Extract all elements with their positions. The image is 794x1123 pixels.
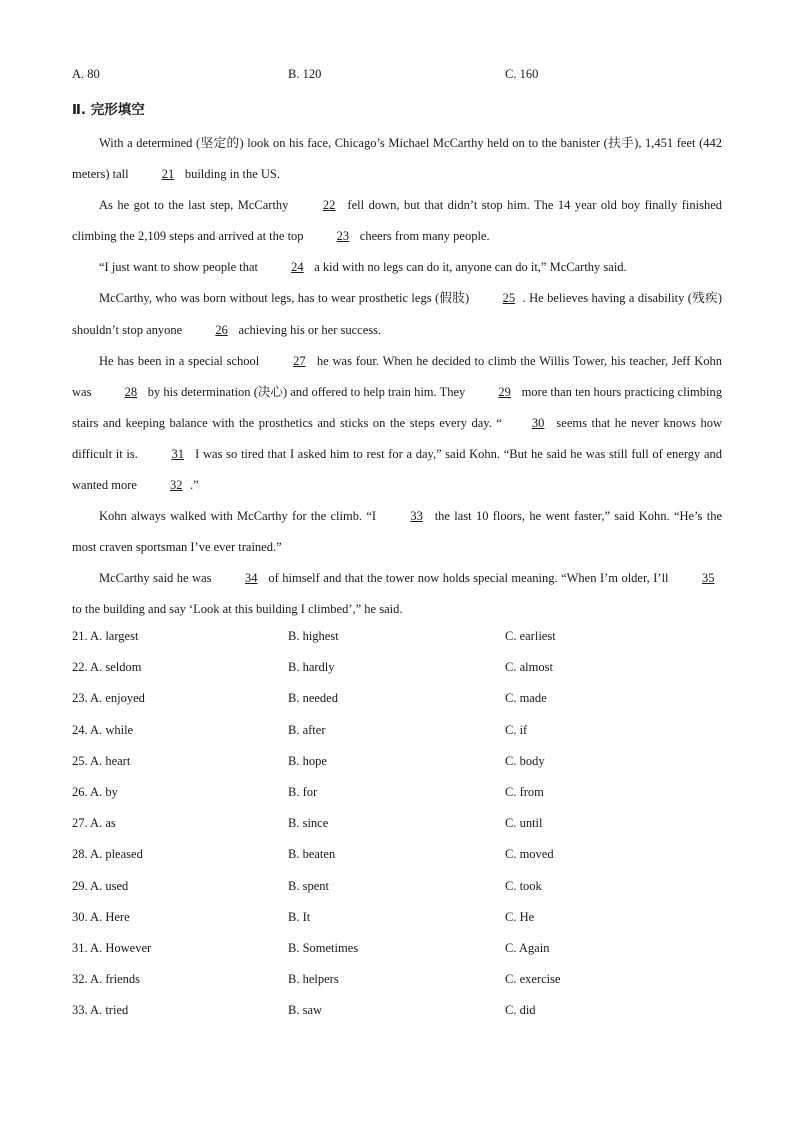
cloze-passage: [72, 128, 722, 626]
text: McCarthy, who was born without legs, has to wear prosthetic legs (假肢): [99, 291, 473, 306]
question-27: [72, 815, 732, 846]
text: by his determination (决心) and offered to help train him. They: [144, 384, 469, 399]
text: Kohn always walked with McCarthy for the climb. “I: [99, 509, 381, 524]
option-c: C. exercise: [505, 972, 561, 987]
text: fell down, but that didn’t stop him. The 14 year old boy finally finished climbing the 2,109 steps and arrived at the top: [72, 198, 722, 244]
question-21: [72, 628, 732, 659]
option-b: B. It: [288, 909, 311, 924]
previous-question-options: [72, 67, 732, 87]
option-b: B. 120: [288, 67, 322, 81]
option-c: C. moved: [505, 847, 554, 862]
blank-34: 34: [244, 571, 258, 586]
paragraph-2: [72, 190, 722, 252]
option-b: B. for: [288, 784, 318, 799]
question-list: [72, 628, 732, 1033]
option-a: 28. A. pleased: [72, 847, 143, 862]
blank-25: 25: [502, 291, 516, 306]
blank-24: 24: [291, 260, 304, 275]
option-b: B. saw: [288, 1003, 323, 1018]
option-a: 21. A. largest: [72, 629, 139, 643]
text: the last 10 floors, he went faster,” said Kohn. “He’s the most craven sportsman I’ve ever trained.”: [72, 509, 722, 555]
text: He has been in a special school: [99, 353, 264, 368]
option-b: B. Sometimes: [288, 940, 359, 955]
option-b: B. helpers: [288, 972, 339, 987]
option-a: 24. A. while: [72, 722, 134, 737]
option-c: C. made: [505, 691, 547, 706]
blank-21: 21: [161, 167, 175, 182]
option-a: 30. A. Here: [72, 909, 130, 924]
paragraph-4: [72, 283, 722, 345]
option-c: C. did: [505, 1003, 536, 1018]
option-a: 32. A. friends: [72, 972, 141, 987]
question-33: [72, 1002, 732, 1033]
option-a: 23. A. enjoyed: [72, 691, 145, 706]
option-b: B. after: [288, 722, 326, 737]
option-b: B. hardly: [288, 660, 335, 675]
text: “I just want to show people that: [99, 260, 262, 275]
question-22: [72, 659, 732, 690]
question-25: [72, 753, 732, 784]
paragraph-5: [72, 346, 722, 501]
blank-23: 23: [336, 229, 350, 244]
text: to the building and say ‘Look at this building I climbed’,” he said.: [72, 602, 403, 617]
blank-31: 31: [171, 446, 184, 461]
option-c: C. 160: [505, 67, 539, 81]
option-c: C. He: [505, 909, 535, 924]
question-30: [72, 909, 732, 940]
question-23: [72, 690, 732, 721]
option-b: B. beaten: [288, 847, 336, 862]
option-c: C. Again: [505, 940, 550, 955]
paragraph-7: [72, 563, 722, 625]
question-24: [72, 722, 732, 753]
text: of himself and that the tower now holds special meaning. “When I’m older, I’ll: [264, 571, 672, 586]
blank-28: 28: [124, 384, 138, 399]
question-28: [72, 846, 732, 877]
option-c: C. earliest: [505, 629, 556, 643]
question-26: [72, 784, 732, 815]
blank-32: 32: [170, 478, 183, 493]
text: cheers from many people.: [356, 229, 490, 244]
blank-35: 35: [701, 571, 715, 586]
option-a: 33. A. tried: [72, 1003, 129, 1018]
option-a: 29. A. used: [72, 878, 129, 893]
option-c: C. until: [505, 816, 543, 831]
section-title: Ⅱ. 完形填空: [72, 102, 145, 118]
text: building in the US.: [181, 167, 280, 182]
blank-29: 29: [498, 384, 511, 399]
question-31: [72, 940, 732, 971]
option-a: 31. A. However: [72, 940, 152, 955]
blank-22: 22: [322, 198, 336, 213]
question-29: [72, 878, 732, 909]
question-32: [72, 971, 732, 1002]
text: he was four. When he decided to climb the Willis Tower, his teacher, Jeff Kohn was: [72, 353, 722, 399]
text: As he got to the last step, McCarthy: [99, 198, 293, 213]
option-b: B. hope: [288, 753, 327, 768]
option-a: 22. A. seldom: [72, 660, 142, 675]
text: McCarthy said he was: [99, 571, 215, 586]
option-a: A. 80: [72, 67, 100, 81]
text: With a determined (坚定的) look on his face, Chicago’s Michael McCarthy held on to the banister (扶手), 1,451 feet (442 meters) tall: [72, 136, 722, 182]
text: . He believes having a disability (残疾) shouldn’t stop anyone: [72, 291, 722, 337]
blank-27: 27: [293, 353, 306, 368]
text: a kid with no legs can do it, anyone can do it,” McCarthy said.: [311, 260, 627, 275]
option-b: B. needed: [288, 691, 338, 706]
blank-30: 30: [531, 415, 545, 430]
option-c: C. took: [505, 878, 542, 893]
text: .”: [190, 478, 199, 493]
option-b: B. since: [288, 816, 329, 831]
option-a: 27. A. as: [72, 816, 116, 831]
option-c: C. from: [505, 784, 544, 799]
option-c: C. almost: [505, 660, 553, 675]
blank-33: 33: [410, 509, 423, 524]
option-a: 26. A. by: [72, 784, 118, 799]
option-c: C. body: [505, 753, 545, 768]
blank-26: 26: [215, 322, 228, 337]
option-a: 25. A. heart: [72, 753, 131, 768]
text: more than ten hours practicing climbing stairs and keeping balance with the prosthetics and sticks on the steps every day. “: [72, 384, 722, 430]
option-b: B. highest: [288, 629, 339, 643]
option-c: C. if: [505, 722, 528, 737]
text: achieving his or her success.: [235, 322, 382, 337]
paragraph-3: [72, 252, 722, 283]
text: seems that he never knows how difficult it is.: [72, 415, 722, 461]
paragraph-1: [72, 128, 722, 190]
option-b: B. spent: [288, 878, 329, 893]
paragraph-6: [72, 501, 722, 563]
text: I was so tired that I asked him to rest for a day,” said Kohn. “But he said he was still full of energy and wanted more: [72, 446, 722, 493]
